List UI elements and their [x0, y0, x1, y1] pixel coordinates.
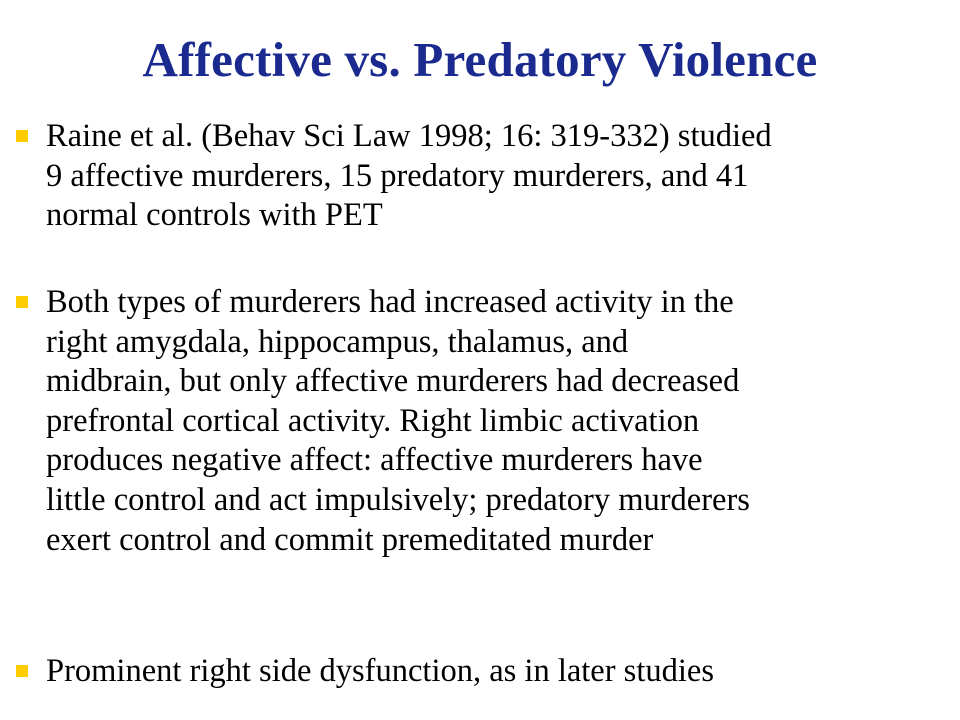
bullet-text: Both types of murderers had increased activity in the right amygdala, hippocampus, thalamus, and midbrain, but only affective murderers had decreased prefrontal cortical activity. Right limbic activation produces negative affect: affective murderers have little control and act impulsively; predatory murderers exert control and commit premeditated murder — [46, 284, 750, 558]
bullet-text: Raine et al. (Behav Sci Law 1998; 16: 319-332) studied 9 affective murderers, 15 predatory murderers, and 41 normal controls with PET — [46, 118, 772, 234]
square-bullet-icon — [16, 665, 28, 677]
square-bullet-icon — [16, 296, 28, 308]
slide-title: Affective vs. Predatory Violence — [142, 32, 818, 87]
bullet-text: Prominent right side dysfunction, as in later studies — [46, 653, 714, 689]
square-bullet-icon — [16, 130, 28, 142]
